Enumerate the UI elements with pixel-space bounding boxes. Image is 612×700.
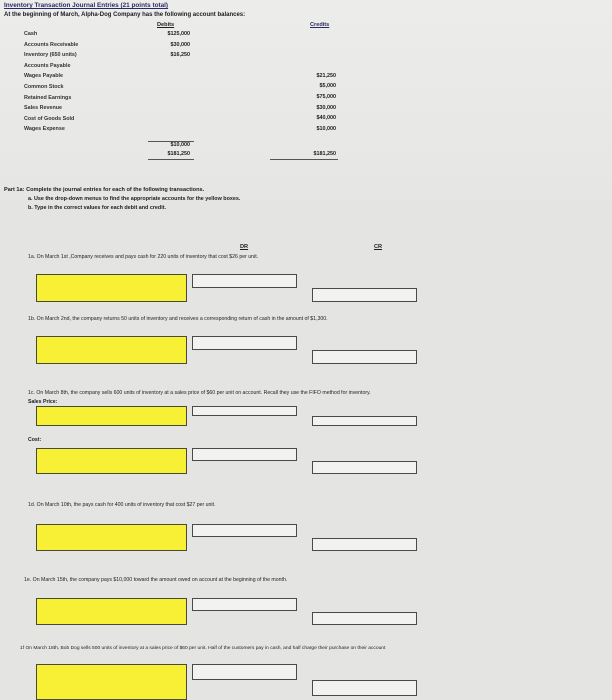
credit-amount: $5,000 [319, 83, 336, 90]
account-dropdown-1b[interactable] [36, 336, 187, 364]
transaction-1a: 1a. On March 1st ,Company receives and pays cash for 220 units of inventory that cost $26 per unit. [28, 254, 259, 260]
value-input-1a-dr[interactable] [192, 274, 297, 288]
value-input-1b-cr[interactable] [312, 350, 417, 364]
value-input-1f-dr[interactable] [192, 664, 297, 680]
intro-text: At the beginning of March, Alpha-Dog Company has the following account balances: [4, 12, 246, 18]
dr-column-header: DR [240, 244, 249, 250]
value-input-1c-cost-dr[interactable] [192, 448, 297, 461]
account-name: Sales Revenue [24, 105, 63, 112]
account-dropdown-1d[interactable] [36, 524, 187, 551]
debit-amount: $10,000 [170, 142, 190, 148]
step-a: a. Use the drop-down menus to find the appropriate accounts for the yellow boxes. [28, 196, 241, 202]
credit-amount: $75,000 [316, 94, 336, 100]
credit-underline [270, 159, 338, 160]
debit-amount: $16,250 [170, 52, 190, 59]
account-name: Cash [24, 31, 38, 37]
credit-amount: $30,000 [316, 104, 336, 111]
sales-price-label: Sales Price: [28, 399, 58, 405]
account-dropdown-1a-debit[interactable] [36, 274, 187, 302]
account-name: Retained Earnings [24, 94, 72, 101]
transaction-1d: 1d. On March 10th, the pays cash for 400 units of inventory that cost $27 per unit. [28, 502, 216, 508]
credit-amount: $40,000 [316, 115, 336, 122]
total-debit: $181,250 [167, 151, 190, 157]
sheet-background [0, 0, 612, 200]
value-input-1e-cr[interactable] [312, 612, 417, 625]
value-input-1a-cr[interactable] [312, 288, 417, 302]
step-b: b. Type in the correct values for each debit and credit. [28, 205, 166, 211]
cost-label: Cost: [28, 437, 42, 443]
transaction-1e: 1e. On March 15th, the company pays $10,000 toward the amount owed on account at the beginning of the month. [24, 577, 288, 583]
debits-header: Debits [157, 22, 175, 28]
transaction-1f: 1f On March 18th, Bob Dog sells 500 units of inventory at a sales price of $60 per unit. Half of the customers pay in cash, and half charge their purchase on their account [20, 646, 386, 651]
debit-amount: $30,000 [170, 41, 190, 48]
account-dropdown-1c-sales[interactable] [36, 406, 187, 426]
credit-amount: $21,250 [316, 72, 336, 79]
credits-header: Credits [310, 22, 330, 28]
account-dropdown-1f[interactable] [36, 664, 187, 700]
part-heading: Part 1a: Complete the journal entries for each of the following transactions. [4, 187, 205, 193]
account-name: Accounts Payable [24, 62, 71, 69]
account-name: Wages Payable [24, 73, 64, 80]
value-input-1b-dr[interactable] [192, 336, 297, 350]
value-input-1c-cost-cr[interactable] [312, 461, 417, 474]
value-input-1f-cr[interactable] [312, 680, 417, 696]
account-name: Common Stock [24, 84, 64, 90]
value-input-1e-dr[interactable] [192, 598, 297, 611]
account-name: Accounts Receivable [24, 41, 79, 48]
transaction-1b: 1b. On March 2nd, the company returns 50 units of inventory and receives a corresponding return of cash in the amount of $1,300. [28, 316, 328, 322]
transaction-1c: 1c. On March 8th, the company sells 600 units of inventory at a sales price of $60 per unit on account. Recall they use the FIFO method for inventory. [28, 390, 371, 396]
value-input-1c-sales-cr[interactable] [312, 416, 417, 426]
page-title: Inventory Transaction Journal Entries (21 points total) [4, 2, 169, 9]
account-dropdown-1e[interactable] [36, 598, 187, 625]
account-name: Cost of Goods Sold [24, 115, 75, 122]
debit-underline [148, 159, 194, 160]
value-input-1c-sales-dr[interactable] [192, 406, 297, 416]
debit-total-rule [148, 141, 194, 142]
cr-column-header: CR [374, 244, 383, 250]
total-credit: $181,250 [313, 151, 336, 157]
account-name: Wages Expense [24, 126, 65, 133]
account-dropdown-1c-cost[interactable] [36, 448, 187, 474]
account-name: Inventory (650 units) [24, 52, 77, 59]
credit-amount: $10,000 [316, 125, 336, 132]
value-input-1d-dr[interactable] [192, 524, 297, 537]
debit-amount: $125,000 [167, 31, 190, 37]
value-input-1d-cr[interactable] [312, 538, 417, 551]
